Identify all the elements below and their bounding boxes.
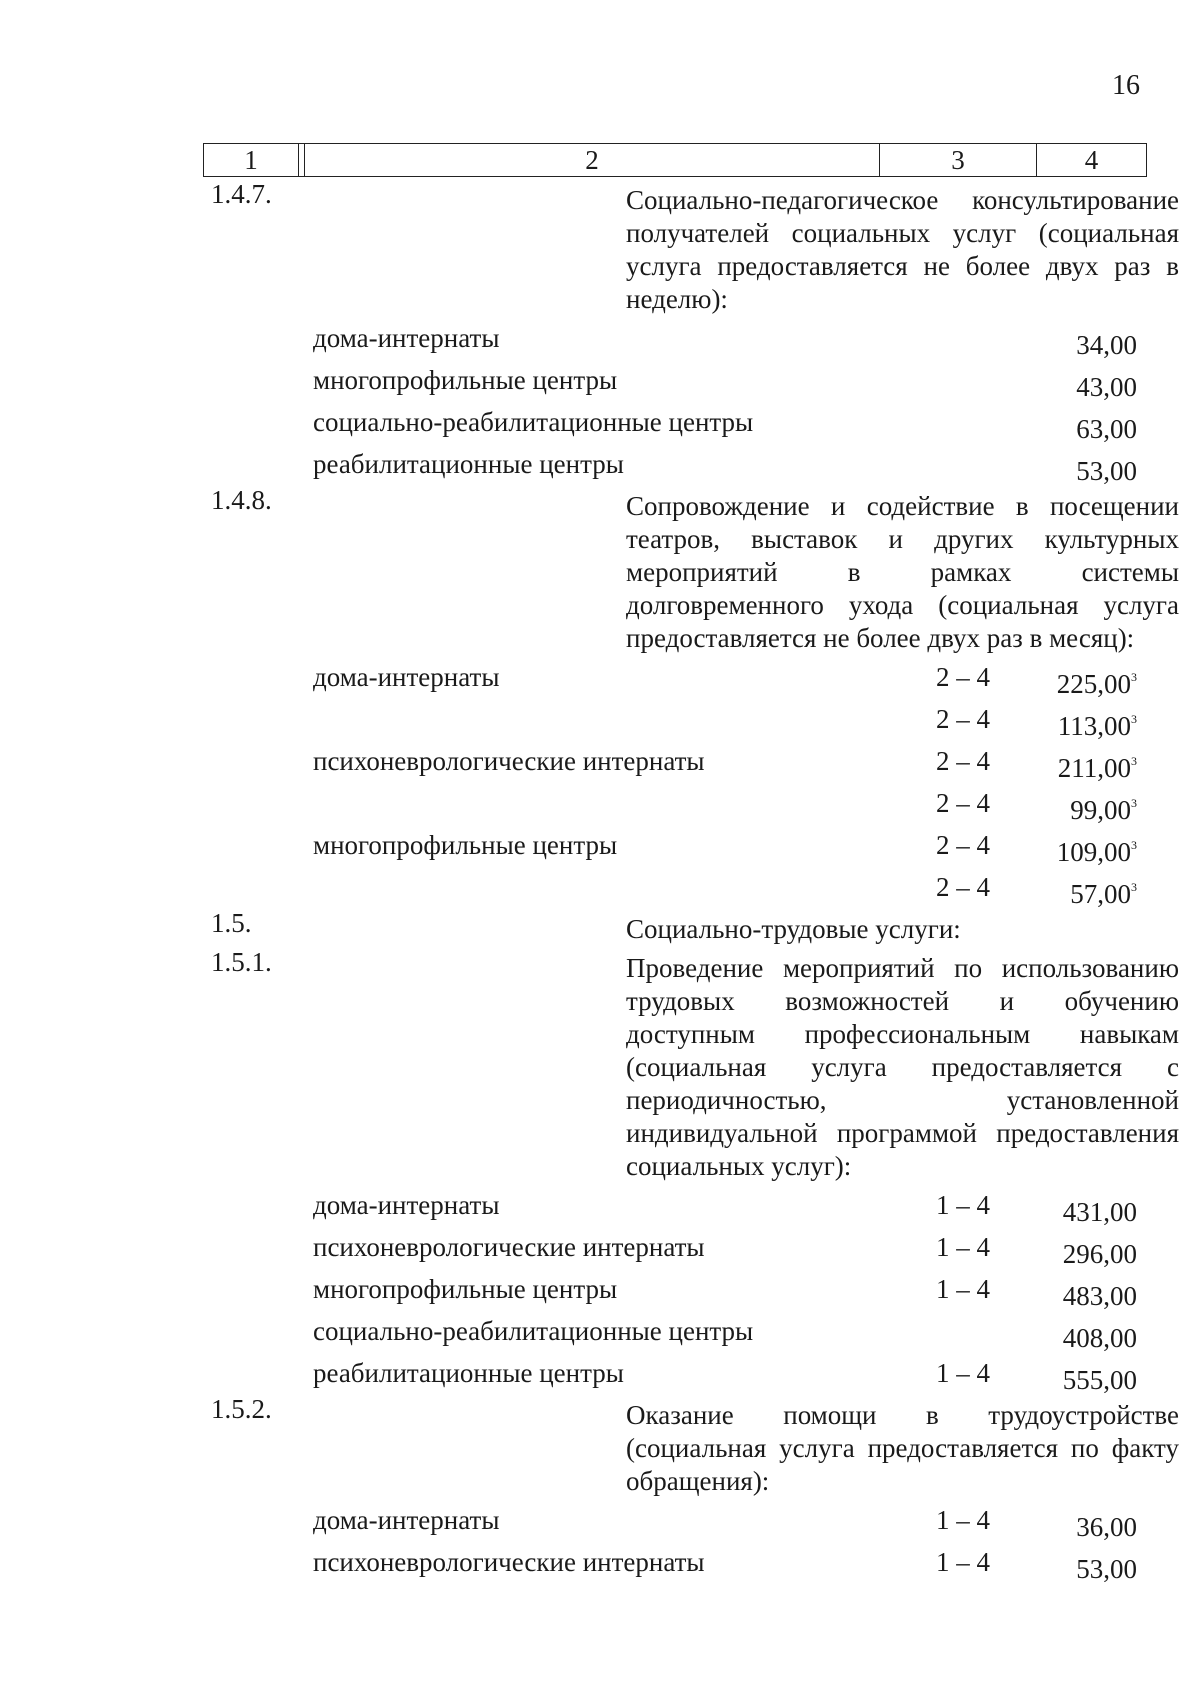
row-group-range: 1 – 4 bbox=[936, 1190, 990, 1220]
row-tariff-value: 225,00 bbox=[1056, 669, 1131, 699]
page-number: 16 bbox=[1112, 70, 1140, 101]
row-tariff bbox=[1063, 1189, 1137, 1229]
row-tariff-value: 53,00 bbox=[1076, 456, 1137, 486]
row-tariff bbox=[1058, 703, 1137, 743]
header-col-4: 4 bbox=[1084, 145, 1099, 175]
table-section-row bbox=[0, 178, 1200, 316]
row-tariff bbox=[1070, 787, 1137, 827]
row-institution: многопрофильные центры bbox=[313, 830, 618, 860]
row-tariff bbox=[1057, 829, 1137, 869]
row-group-range: 1 – 4 bbox=[936, 1505, 990, 1535]
row-institution: реабилитационные центры bbox=[313, 1358, 624, 1388]
table-row bbox=[0, 823, 1200, 865]
table-row bbox=[0, 442, 1200, 484]
table-row bbox=[0, 697, 1200, 739]
row-group-range: 2 – 4 bbox=[936, 662, 990, 692]
table-row bbox=[0, 739, 1200, 781]
row-institution: социально-реабилитационные центры bbox=[313, 407, 754, 437]
row-tariff bbox=[1063, 1231, 1137, 1271]
row-tariff-value: 296,00 bbox=[1062, 1239, 1137, 1269]
row-number: 1.4.7. bbox=[211, 179, 272, 209]
row-tariff bbox=[1057, 661, 1137, 701]
row-tariff-value: 109,00 bbox=[1056, 837, 1131, 867]
row-tariff bbox=[1063, 1273, 1137, 1313]
row-tariff-value: 431,00 bbox=[1062, 1197, 1137, 1227]
row-tariff-value: 408,00 bbox=[1062, 1323, 1137, 1353]
row-institution: психоневрологические интернаты bbox=[313, 746, 705, 776]
row-tariff-value: 99,00 bbox=[1070, 795, 1131, 825]
table-row bbox=[0, 1183, 1200, 1225]
row-number: 1.5.2. bbox=[211, 1394, 272, 1424]
row-institution: многопрофильные центры bbox=[313, 1274, 618, 1304]
table-row bbox=[0, 1267, 1200, 1309]
row-tariff bbox=[1076, 406, 1137, 446]
row-group-range: 2 – 4 bbox=[936, 872, 990, 902]
footnote-marker: 3 bbox=[1131, 670, 1137, 684]
row-group-range: 2 – 4 bbox=[936, 746, 990, 776]
table-row bbox=[0, 1351, 1200, 1393]
table-section-row bbox=[0, 946, 1200, 1183]
footnote-marker: 3 bbox=[1131, 880, 1137, 894]
footnote-marker: 3 bbox=[1131, 754, 1137, 768]
row-institution: многопрофильные центры bbox=[313, 365, 618, 395]
row-group-range: 1 – 4 bbox=[936, 1232, 990, 1262]
header-col-1: 1 bbox=[204, 144, 299, 176]
table-section-row bbox=[0, 907, 1200, 946]
table-section-row bbox=[0, 484, 1200, 655]
row-description: Сопровождение и содействие в посещении театров, выставок и других культурных мероприятий в рамках системы долговременного ухода (социальная услуга предоставляется не более двух раз в месяц): bbox=[626, 491, 1179, 653]
row-tariff-value: 113,00 bbox=[1057, 711, 1131, 741]
row-institution: дома-интернаты bbox=[313, 662, 500, 692]
table-header bbox=[203, 143, 1147, 177]
table-row bbox=[0, 865, 1200, 907]
row-tariff-value: 36,00 bbox=[1076, 1512, 1137, 1542]
row-number: 1.5. bbox=[211, 908, 252, 938]
row-tariff bbox=[1063, 1315, 1137, 1355]
row-group-range: 1 – 4 bbox=[936, 1547, 990, 1577]
table-row bbox=[0, 1540, 1200, 1582]
row-group-range: 1 – 4 bbox=[936, 1358, 990, 1388]
table-row bbox=[0, 400, 1200, 442]
row-tariff-value: 57,00 bbox=[1070, 879, 1131, 909]
table-row bbox=[0, 316, 1200, 358]
table-row bbox=[0, 1498, 1200, 1540]
row-tariff bbox=[1063, 1357, 1137, 1397]
row-tariff-value: 34,00 bbox=[1076, 330, 1137, 360]
row-number: 1.4.8. bbox=[211, 485, 272, 515]
row-tariff-value: 211,00 bbox=[1057, 753, 1131, 783]
row-institution: социально-реабилитационные центры bbox=[313, 1316, 754, 1346]
row-tariff bbox=[1076, 364, 1137, 404]
row-group-range: 1 – 4 bbox=[936, 1274, 990, 1304]
row-tariff bbox=[1076, 448, 1137, 488]
row-group-range: 2 – 4 bbox=[936, 788, 990, 818]
footnote-marker: 3 bbox=[1131, 712, 1137, 726]
row-number: 1.5.1. bbox=[211, 947, 272, 977]
row-description: Социально-трудовые услуги: bbox=[626, 914, 961, 944]
row-tariff-value: 43,00 bbox=[1076, 372, 1137, 402]
table-row bbox=[0, 1225, 1200, 1267]
table-section-row bbox=[0, 1393, 1200, 1498]
row-tariff bbox=[1058, 745, 1137, 785]
row-tariff bbox=[1076, 322, 1137, 362]
table-row bbox=[0, 655, 1200, 697]
row-tariff-value: 63,00 bbox=[1076, 414, 1137, 444]
footnote-marker: 3 bbox=[1131, 838, 1137, 852]
row-institution: дома-интернаты bbox=[313, 1190, 500, 1220]
row-institution: дома-интернаты bbox=[313, 323, 500, 353]
row-group-range: 2 – 4 bbox=[936, 704, 990, 734]
row-tariff-value: 483,00 bbox=[1062, 1281, 1137, 1311]
row-institution: психоневрологические интернаты bbox=[313, 1232, 705, 1262]
row-institution: реабилитационные центры bbox=[313, 449, 624, 479]
table-row bbox=[0, 1309, 1200, 1351]
table-row bbox=[0, 781, 1200, 823]
row-description: Социально-педагогическое консультирование получателей социальных услуг (социальная услуга предоставляется не более двух раз в неделю): bbox=[626, 185, 1179, 314]
row-description: Оказание помощи в трудоустройстве (социальная услуга предоставляется по факту обращения): bbox=[626, 1400, 1179, 1496]
row-tariff bbox=[1076, 1504, 1137, 1544]
row-institution: дома-интернаты bbox=[313, 1505, 500, 1535]
header-col-3: 3 bbox=[880, 144, 1037, 176]
row-tariff bbox=[1070, 871, 1137, 911]
row-group-range: 2 – 4 bbox=[936, 830, 990, 860]
footnote-marker: 3 bbox=[1131, 796, 1137, 810]
row-institution: психоневрологические интернаты bbox=[313, 1547, 705, 1577]
row-tariff-value: 555,00 bbox=[1062, 1365, 1137, 1395]
table-body bbox=[0, 178, 1200, 1582]
row-tariff bbox=[1076, 1546, 1137, 1586]
row-tariff-value: 53,00 bbox=[1076, 1554, 1137, 1584]
row-description: Проведение мероприятий по использованию трудовых возможностей и обучению доступным профессиональным навыкам (социальная услуга предоставляется с периодичностью, установленной индивидуальной программой предоставления социальных услуг): bbox=[626, 953, 1179, 1181]
table-row bbox=[0, 358, 1200, 400]
header-col-2: 2 bbox=[305, 144, 880, 176]
